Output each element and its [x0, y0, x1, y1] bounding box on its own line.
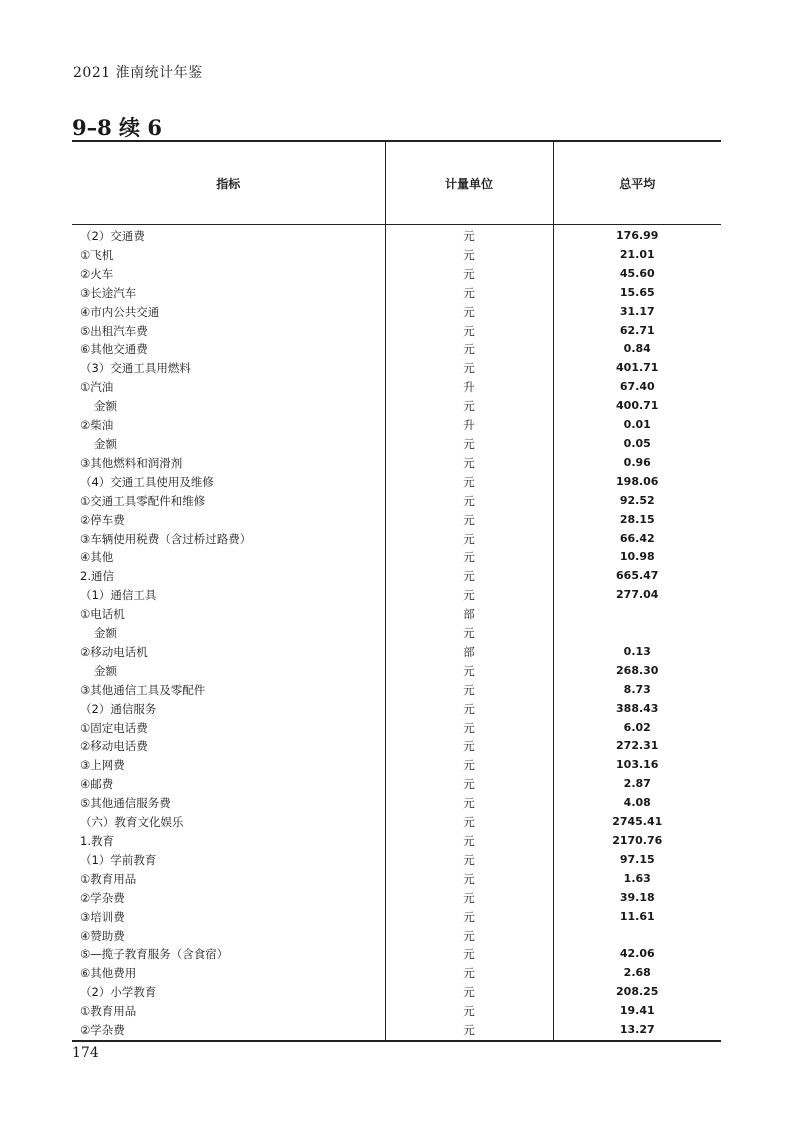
- table-row: [72, 681, 721, 700]
- row-unit: 部: [385, 643, 553, 662]
- table-row: [72, 435, 721, 454]
- row-unit: 元: [385, 586, 553, 605]
- row-average-value: 2.68: [553, 964, 721, 983]
- row-indicator: （3）交通工具用燃料: [80, 361, 191, 376]
- row-average-value: 198.06: [553, 473, 721, 492]
- row-average-value: 665.47: [553, 567, 721, 586]
- row-unit: 元: [385, 359, 553, 378]
- column-header-unit: 计量单位: [385, 141, 553, 225]
- table-row: [72, 225, 721, 246]
- table-row: [72, 832, 721, 851]
- row-average-value: 400.71: [553, 397, 721, 416]
- row-indicator: ⑤—揽子教育服务（含食宿）: [80, 947, 229, 962]
- row-average-value: 8.73: [553, 681, 721, 700]
- table-row: [72, 397, 721, 416]
- row-unit: 元: [385, 870, 553, 889]
- row-unit: 元: [385, 719, 553, 738]
- row-unit: 元: [385, 681, 553, 700]
- row-indicator: 1.教育: [80, 834, 114, 848]
- table-row: [72, 851, 721, 870]
- row-average-value: 268.30: [553, 662, 721, 681]
- table-row: [72, 416, 721, 435]
- row-unit: 部: [385, 605, 553, 624]
- row-unit: 元: [385, 889, 553, 908]
- row-average-value: 277.04: [553, 586, 721, 605]
- table-row: [72, 322, 721, 341]
- row-average-value: 2.87: [553, 775, 721, 794]
- row-average-value: 272.31: [553, 737, 721, 756]
- row-average-value: 15.65: [553, 284, 721, 303]
- row-unit: 元: [385, 927, 553, 946]
- table-row: [72, 737, 721, 756]
- row-average-value: 208.25: [553, 983, 721, 1002]
- table-row: [72, 246, 721, 265]
- row-indicator: ①教育用品: [80, 1004, 137, 1019]
- row-indicator: ②移动电话机: [80, 644, 148, 659]
- row-unit: 元: [385, 322, 553, 341]
- row-indicator: ①交通工具零配件和维修: [80, 493, 206, 508]
- row-indicator: ④赞助费: [80, 928, 125, 943]
- table-title: 9–8 续 6: [72, 115, 162, 140]
- row-average-value: 6.02: [553, 719, 721, 738]
- row-indicator: （2）小学教育: [80, 985, 157, 1000]
- row-unit: 升: [385, 378, 553, 397]
- table-row: [72, 265, 721, 284]
- row-average-value: 1.63: [553, 870, 721, 889]
- row-unit: 元: [385, 1021, 553, 1041]
- row-average-value: 13.27: [553, 1021, 721, 1041]
- statistics-table-container: [72, 140, 721, 1042]
- table-row: [72, 983, 721, 1002]
- row-average-value: 11.61: [553, 908, 721, 927]
- row-unit: 元: [385, 265, 553, 284]
- row-indicator: ⑥其他交通费: [80, 342, 148, 357]
- row-indicator: （4）交通工具使用及维修: [80, 474, 214, 489]
- row-average-value: 401.71: [553, 359, 721, 378]
- row-average-value: 97.15: [553, 851, 721, 870]
- statistics-table: [72, 140, 721, 1042]
- table-row: [72, 889, 721, 908]
- row-average-value: [553, 624, 721, 643]
- row-unit: 元: [385, 340, 553, 359]
- table-row: [72, 511, 721, 530]
- table-row: [72, 530, 721, 549]
- row-indicator: 2.通信: [80, 569, 114, 584]
- table-row: [72, 964, 721, 983]
- row-unit: 元: [385, 284, 553, 303]
- row-average-value: 388.43: [553, 700, 721, 719]
- table-row: [72, 359, 721, 378]
- table-row: [72, 719, 721, 738]
- row-unit: 元: [385, 1002, 553, 1021]
- row-average-value: 31.17: [553, 303, 721, 322]
- table-row: [72, 927, 721, 946]
- row-indicator: ②停车费: [80, 512, 125, 527]
- row-unit: 元: [385, 813, 553, 832]
- row-indicator: 金额: [94, 399, 117, 414]
- row-unit: 元: [385, 435, 553, 454]
- row-average-value: 45.60: [553, 265, 721, 284]
- row-indicator: ③其他通信工具及零配件: [80, 682, 206, 697]
- row-indicator: ②移动电话费: [80, 739, 148, 754]
- row-unit: 元: [385, 908, 553, 927]
- row-average-value: 2745.41: [553, 813, 721, 832]
- row-average-value: 92.52: [553, 492, 721, 511]
- running-head: 2021 淮南统计年鉴: [73, 65, 203, 81]
- table-row: [72, 473, 721, 492]
- table-row: [72, 378, 721, 397]
- table-row: [72, 813, 721, 832]
- table-row: [72, 643, 721, 662]
- page-number: 174: [72, 1045, 99, 1061]
- row-unit: 元: [385, 303, 553, 322]
- table-row: [72, 756, 721, 775]
- table-row: [72, 454, 721, 473]
- row-unit: 元: [385, 511, 553, 530]
- row-indicator: ④市内公共交通: [80, 304, 160, 319]
- table-row: [72, 605, 721, 624]
- table-row: [72, 1002, 721, 1021]
- row-indicator: ③其他燃料和润滑剂: [80, 455, 183, 470]
- row-indicator: ②火车: [80, 266, 114, 281]
- row-average-value: 0.13: [553, 643, 721, 662]
- row-average-value: 0.84: [553, 340, 721, 359]
- table-row: [72, 624, 721, 643]
- row-average-value: [553, 605, 721, 624]
- row-indicator: ①教育用品: [80, 871, 137, 886]
- row-unit: 元: [385, 964, 553, 983]
- table-row: [72, 340, 721, 359]
- table-row: [72, 870, 721, 889]
- row-unit: 元: [385, 473, 553, 492]
- table-row: [72, 662, 721, 681]
- row-indicator: ③上网费: [80, 758, 125, 773]
- row-unit: 元: [385, 832, 553, 851]
- row-indicator: 金额: [94, 626, 117, 641]
- row-unit: 元: [385, 756, 553, 775]
- table-row: [72, 945, 721, 964]
- row-indicator: ①飞机: [80, 247, 114, 262]
- table-row: [72, 284, 721, 303]
- row-indicator: ②学杂费: [80, 890, 125, 905]
- row-indicator: （1）学前教育: [80, 852, 157, 867]
- row-indicator: ④邮费: [80, 777, 114, 792]
- table-body: [72, 225, 721, 1041]
- row-indicator: ④其他: [80, 550, 114, 565]
- row-average-value: 67.40: [553, 378, 721, 397]
- row-average-value: 0.96: [553, 454, 721, 473]
- row-unit: 元: [385, 397, 553, 416]
- row-average-value: 28.15: [553, 511, 721, 530]
- row-unit: 元: [385, 225, 553, 246]
- row-average-value: 19.41: [553, 1002, 721, 1021]
- row-average-value: 21.01: [553, 246, 721, 265]
- row-indicator: ①汽油: [80, 380, 114, 395]
- row-indicator: 金额: [94, 436, 117, 451]
- row-average-value: 62.71: [553, 322, 721, 341]
- table-row: [72, 303, 721, 322]
- row-unit: 元: [385, 454, 553, 473]
- row-average-value: 103.16: [553, 756, 721, 775]
- row-indicator: ⑥其他费用: [80, 966, 137, 981]
- row-unit: 元: [385, 775, 553, 794]
- table-header-row: [72, 141, 721, 225]
- row-unit: 元: [385, 492, 553, 511]
- row-average-value: 10.98: [553, 548, 721, 567]
- row-average-value: 4.08: [553, 794, 721, 813]
- row-indicator: ③长途汽车: [80, 285, 137, 300]
- row-average-value: 66.42: [553, 530, 721, 549]
- table-row: [72, 586, 721, 605]
- row-indicator: 金额: [94, 663, 117, 678]
- row-unit: 元: [385, 662, 553, 681]
- row-average-value: 176.99: [553, 225, 721, 246]
- table-row: [72, 567, 721, 586]
- row-indicator: ③培训费: [80, 909, 125, 924]
- row-indicator: （2）通信服务: [80, 701, 157, 716]
- row-average-value: 0.01: [553, 416, 721, 435]
- row-unit: 升: [385, 416, 553, 435]
- row-indicator: ⑤出租汽车费: [80, 323, 148, 338]
- table-row: [72, 775, 721, 794]
- row-unit: 元: [385, 530, 553, 549]
- row-indicator: （六）教育文化娱乐: [80, 815, 184, 830]
- row-unit: 元: [385, 983, 553, 1002]
- row-indicator: ③车辆使用税费（含过桥过路费）: [80, 531, 252, 546]
- table-row: [72, 548, 721, 567]
- row-average-value: 0.05: [553, 435, 721, 454]
- table-row: [72, 1021, 721, 1041]
- row-indicator: （2）交通费: [80, 229, 145, 243]
- row-unit: 元: [385, 700, 553, 719]
- row-unit: 元: [385, 246, 553, 265]
- table-row: [72, 492, 721, 511]
- row-indicator: ⑤其他通信服务费: [80, 796, 171, 811]
- table-row: [72, 794, 721, 813]
- row-average-value: 42.06: [553, 945, 721, 964]
- row-indicator: ①电话机: [80, 607, 125, 622]
- row-average-value: [553, 927, 721, 946]
- row-indicator: ②学杂费: [72, 1021, 385, 1041]
- column-header-indicator: 指标: [72, 141, 385, 225]
- table-row: [72, 700, 721, 719]
- column-header-average: 总平均: [553, 141, 721, 225]
- row-unit: 元: [385, 945, 553, 964]
- row-indicator: （1）通信工具: [80, 588, 157, 603]
- table-row: [72, 908, 721, 927]
- row-average-value: 2170.76: [553, 832, 721, 851]
- row-unit: 元: [385, 548, 553, 567]
- row-unit: 元: [385, 851, 553, 870]
- row-average-value: 39.18: [553, 889, 721, 908]
- row-unit: 元: [385, 737, 553, 756]
- row-unit: 元: [385, 794, 553, 813]
- row-indicator: ①固定电话费: [80, 720, 148, 735]
- row-unit: 元: [385, 624, 553, 643]
- row-unit: 元: [385, 567, 553, 586]
- row-indicator: ②柴油: [80, 418, 114, 433]
